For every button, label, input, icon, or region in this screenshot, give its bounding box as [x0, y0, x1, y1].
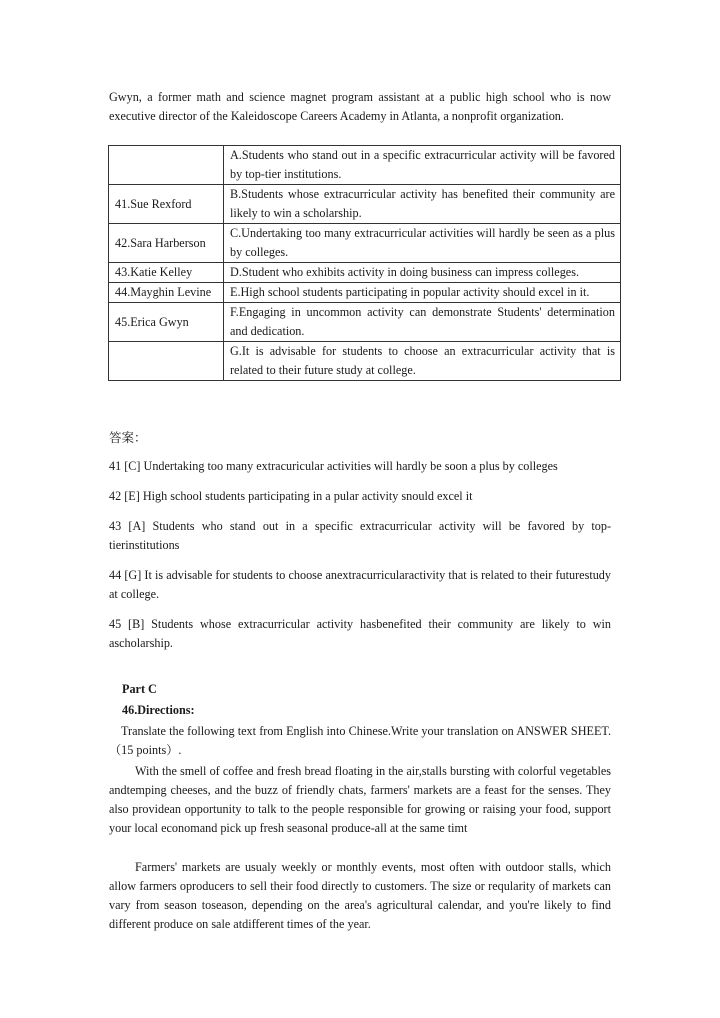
- part-c-title: Part C: [122, 682, 157, 696]
- table-row: [109, 146, 621, 185]
- table-row: [109, 224, 621, 263]
- option-statement-cell: F.Engaging in uncommon activity can demonstrate Students' determination and dedication.: [224, 303, 621, 342]
- directions-label: 46.Directions:: [122, 703, 195, 717]
- intro-paragraph: Gwyn, a former math and science magnet program assistant at a public high school who is now executive director of the Kaleidoscope Careers Academy in Atlanta, a nonprofit organization.: [109, 90, 611, 123]
- table-row: [109, 263, 621, 283]
- passage-paragraph-2: Farmers' markets are usualy weekly or monthly events, most often with outdoor stalls, which allow farmers oproducers to sell their food directly to customers. The size or reqularity of markets can vary from season toseason, depending on the area's agricultural calendar, and you're likely to find different produce on sale atdifferent times of the year.: [109, 860, 611, 931]
- answer-41: 41 [C] Undertaking too many extracuricular activities will hardly be soon a plus by colleges: [109, 459, 558, 473]
- option-statement-cell: E.High school students participating in popular activity should excel in it.: [224, 283, 621, 303]
- person-name-cell: 43.Katie Kelley: [109, 263, 224, 283]
- person-name-cell: 45.Erica Gwyn: [109, 303, 224, 342]
- table-row: [109, 283, 621, 303]
- table-row: [109, 342, 621, 381]
- answers-label: 答案：: [109, 430, 147, 445]
- answer-43: 43 [A] Students who stand out in a specific extracurricular activity will be favored by top-tierinstitutions: [109, 519, 611, 552]
- option-statement-cell: D.Student who exhibits activity in doing business can impress colleges.: [224, 263, 621, 283]
- table-row: [109, 303, 621, 342]
- answer-45: 45 [B] Students whose extracurricular activity hasbenefited their community are likely to win ascholarship.: [109, 617, 611, 650]
- person-name-cell: 41.Sue Rexford: [109, 185, 224, 224]
- table-row: [109, 185, 621, 224]
- passage-paragraph-1: With the smell of coffee and fresh bread floating in the air,stalls bursting with colorful vegetables andtemping cheeses, and the buzz of friendly chats, farmers' markets are a feast for the senses. They also providean opportunity to talk to the people responsible for growing or raising your food, support your local economand pick up fresh seasonal produce-all at the same timt: [109, 764, 611, 835]
- answer-42: 42 [E] High school students participating in a pular activity snould excel it: [109, 489, 473, 503]
- person-name-cell: [109, 342, 224, 381]
- directions-text: Translate the following text from English into Chinese.Write your translation on ANSWER SHEET.（15 points）.: [109, 724, 611, 757]
- option-statement-cell: G.It is advisable for students to choose an extracurricular activity that is related to their future study at college.: [224, 342, 621, 381]
- option-statement-cell: A.Students who stand out in a specific extracurricular activity will be favored by top-tier institutions.: [224, 146, 621, 185]
- matching-table-body: [109, 146, 621, 381]
- person-name-cell: 44.Mayghin Levine: [109, 283, 224, 303]
- person-name-cell: 42.Sara Harberson: [109, 224, 224, 263]
- person-name-cell: [109, 146, 224, 185]
- option-statement-cell: C.Undertaking too many extracurricular activities will hardly be seen as a plus by colleges.: [224, 224, 621, 263]
- answer-44: 44 [G] It is advisable for students to choose anextracurricularactivity that is related to their futurestudy at college.: [109, 568, 611, 601]
- option-statement-cell: B.Students whose extracurricular activity has benefited their community are likely to win a scholarship.: [224, 185, 621, 224]
- matching-table: [108, 145, 621, 381]
